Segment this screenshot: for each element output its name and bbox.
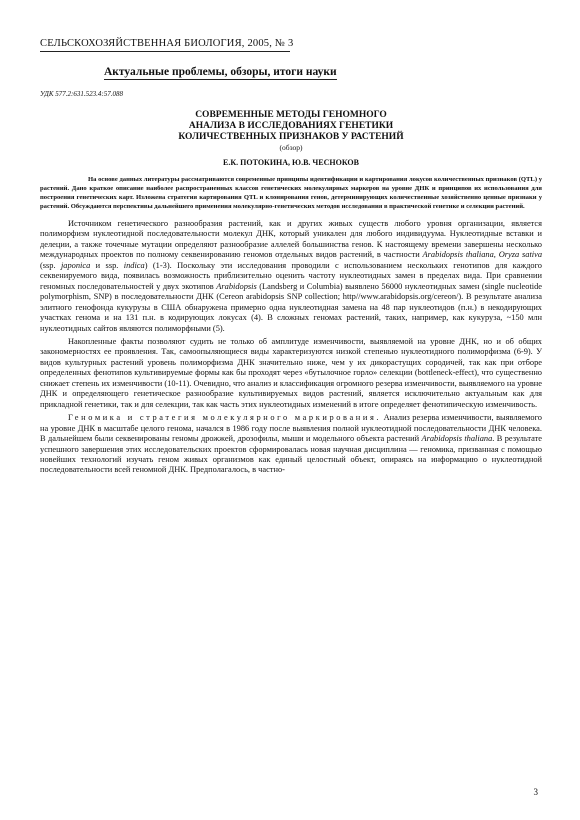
body-text [40, 219, 542, 476]
journal-header: СЕЛЬСКОХОЗЯЙСТВЕННАЯ БИОЛОГИЯ, 2005, № 3 [40, 38, 290, 52]
title-line-3: КОЛИЧЕСТВЕННЫХ ПРИЗНАКОВ У РАСТЕНИЙ [178, 132, 404, 142]
subsection-heading: Геномика и стратегия молекулярного маркирования. [68, 413, 382, 423]
paragraph-3: Геномика и стратегия молекулярного маркирования. Анализ резерва изменчивости, выявляемого на уровне ДНК в масштабе целого генома, начался в 1986 году после выявления полной нуклеотидной последовательности ДНК человека. В дальнейшем были секвенированы геномы дрожжей, дрозофилы, мыши и модельного объекта растений Arabidopsis thaliana. В результате успешного завершения этих исследовательских проектов сформировалась новая научная дисциплина — геномика, призванная с помощью новейших технологий изучать геном живых организмов как единый целостный объект, опираясь на информацию о нуклеотидной последовательности всей геномной ДНК. Предполагалось, в частно- [40, 413, 542, 475]
article-subtitle: (обзор) [279, 143, 303, 152]
abstract: На основе данных литературы рассматриваются современные принципы идентификации и картирования локусов количественных признаков (QTL) у растений. Дано краткое описание наиболее распространенных классов генетических молекулярных маркеров на уровне ДНК и принципов их использования для построения генетических карт. Изложена стратегия картирования QTL и клонирования генов, детерминирующих количественные хозяйственно ценные признаки у растений. Обсуждаются перспективы дальнейшего применения молекулярно-генетических методов исследования в практической генетике и селекции растений. [40, 176, 542, 210]
title-line-1: СОВРЕМЕННЫЕ МЕТОДЫ ГЕНОМНОГО [195, 110, 387, 120]
paragraph-1: Источником генетического разнообразия растений, как и других живых существ любого уровня организации, является полиморфизм нуклеотидной последовательности молекул ДНК, который уникален для любого индивидуума. Нуклеотидные вставки и делеции, а также точечные мутации определяют разнообразие аллелей большинства генов. К настоящему времени завершены несколько международных проектов по полному секвенированию геномов отдельных видов растений, в частности Arabidopsis thaliana, Oryza sativa (ssp. japonica и ssp. indica) (1-3). Поскольку эти исследования проводили с использованием нескольких генотипов для каждого секвенируемого вида, появилась возможность приблизительно оценить частоту нуклеотидных замен в пределах вида. При сравнении геномных последовательностей у двух экотипов Arabidopsis (Landsberg и Columbia) выявлено 56000 нуклеотидных замен (single nucleotide polymorphism, SNP) в последовательности ДНК (Cereon arabidopsis SNP collection; http//www.arabidopsis.org/cereon/). В результате анализа элитного генофонда кукурузы в США обнаружена примерно одна нуклеотидная замена на 48 пар нуклеотидов (п.н.) в некодирующих участках генома и на 131 п.н. в кодирующих локусах (4). В сложных геномах растений, таких, например, как кукуруза, ~150 млн нуклеотидных сайтов являются полиморфными (5). [40, 219, 543, 333]
title-line-2: АНАЛИЗА В ИССЛЕДОВАНИЯХ ГЕНЕТИКИ [188, 121, 394, 131]
article-title [40, 110, 542, 143]
article-page [40, 38, 542, 476]
paragraph-2: Накопленные факты позволяют судить не только об амплитуде изменчивости, выявляемой на уровне ДНК, но и об общих закономерностях ее проявления. Так, самоопыляющиеся виды характеризуются низкой степенью нуклеотидного полиморфизма (6-9). У видов культурных растений уровень полиморфизма ДНК значительно ниже, чем у их дикорастущих сородичей, так как при отборе определенных фенотипов культивируемые формы как бы проходят через «бутылочное горло» селекции (bottleneck-effect), что существенно снижает степень их изменчивости (10-11). Очевидно, что анализ и классификация огромного резерва изменчивости, выявляемого на уровне ДНК и определяющего генетическое разнообразие культивируемых видов растений, является исключительно актуальным как для прикладной генетики, так и для селекции, так как часть этих нуклеотидных изменений в итоге определяет фенотипическую изменчивость. [40, 336, 542, 409]
page-number: 3 [533, 787, 538, 797]
authors: Е.К. ПОТОКИНА, Ю.В. ЧЕСНОКОВ [223, 158, 359, 167]
udc-code: УДК 577.2:631.523.4:57.088 [40, 90, 123, 98]
section-title: Актуальные проблемы, обзоры, итоги науки [104, 66, 337, 78]
